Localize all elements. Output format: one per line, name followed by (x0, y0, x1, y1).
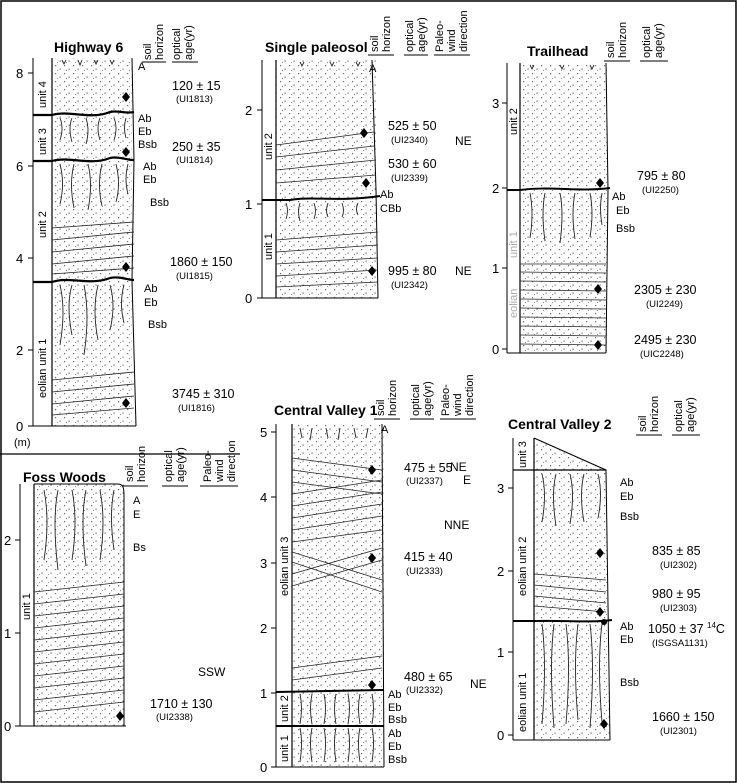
header-optical: optical (410, 384, 422, 416)
header-horizon: horizon (136, 445, 148, 482)
horizon-label: Ab (388, 728, 402, 740)
header-wind: wind (452, 393, 464, 416)
unit-label: unit 2 (37, 211, 49, 238)
age-value: 250 ± 35 (172, 140, 221, 154)
header-optical: optical (163, 450, 175, 482)
lab-id: (UI2333) (406, 566, 443, 577)
horizon-label: Bsb (620, 677, 639, 689)
lab-id: (UI2302) (660, 560, 697, 571)
tick-label: 0 (497, 728, 505, 743)
lab-id: (UIC2248) (640, 349, 684, 360)
horizon-label: Ab (144, 283, 158, 295)
lab-id: (UI2249) (646, 299, 683, 310)
wind-direction: NE (455, 264, 472, 278)
horizon-label: Eb (620, 491, 634, 503)
age-value: 1860 ± 150 (170, 255, 233, 269)
header-paleo: Paleo- (202, 450, 214, 482)
header-age: age(yr) (416, 17, 428, 52)
age-value: 980 ± 95 (652, 587, 701, 601)
horizon-label: A (133, 495, 141, 507)
header-horizon: horizon (387, 379, 399, 416)
horizon-label: Eb (388, 741, 402, 753)
lab-id: (ISGSA1131) (652, 638, 708, 649)
header-soil: soil (605, 41, 617, 58)
title-trailhead: Trailhead (527, 43, 589, 59)
horizon-label: Bsb (616, 223, 635, 235)
tick-label: 0 (492, 342, 500, 357)
unit-label: unit 1 (508, 231, 520, 258)
tick-label: 2 (497, 564, 505, 579)
age-value: 415 ± 40 (404, 550, 453, 564)
age-value: 525 ± 50 (388, 119, 437, 133)
tick-label: 2 (260, 621, 268, 636)
horizon-label: Ab (388, 689, 402, 701)
wind-direction: NE (450, 460, 467, 474)
horizon-label: Eb (620, 634, 634, 646)
tick-label: 2 (492, 181, 500, 196)
tick-label: 0 (4, 719, 12, 734)
unit-label: unit 1 (21, 593, 33, 620)
wind-direction: NNE (444, 518, 470, 532)
tick-label: 5 (260, 425, 268, 440)
header-highway6 (142, 24, 198, 62)
lab-id: (UI2303) (660, 603, 697, 614)
lab-id: (UI1813) (176, 94, 213, 105)
age-number: 1050 ± 37 (648, 622, 704, 636)
wind-direction: NE (455, 134, 472, 148)
header-foss (122, 440, 238, 486)
age-value: 835 ± 85 (652, 544, 701, 558)
header-optical: optical (673, 400, 685, 432)
header-soil: soil (637, 415, 649, 432)
horizon-label: Bsb (388, 754, 407, 766)
header-horizon: horizon (154, 23, 166, 60)
wind-direction: NE (470, 677, 487, 691)
lab-id: (UI2338) (156, 712, 193, 723)
lab-id: (UI2332) (406, 685, 443, 696)
lab-id: (UI1815) (176, 271, 213, 282)
horizon-label: Bsb (388, 714, 407, 726)
tick-label: 2 (245, 103, 253, 118)
horizon-label: Ab (620, 477, 634, 489)
title-highway6: Highway 6 (54, 39, 124, 55)
tick-label: 8 (16, 66, 24, 81)
header-direction: direction (458, 10, 470, 52)
header-soil: soil (375, 399, 387, 416)
horizon-label: Bsb (620, 511, 639, 523)
unit-label: eolian unit 3 (279, 536, 291, 596)
horizon-label: Eb (138, 126, 152, 138)
header-direction: direction (464, 374, 476, 416)
tick-label: 1 (497, 645, 505, 660)
unit-label: unit 1 (279, 735, 291, 762)
age-value: 530 ± 60 (388, 157, 437, 171)
header-soil: soil (369, 35, 381, 52)
horizon-label: Ab (620, 621, 634, 633)
header-optical: optical (171, 28, 183, 60)
lab-id: (UI2250) (642, 185, 679, 196)
horizon-label: Eb (144, 297, 158, 309)
header-age: age(yr) (685, 397, 697, 432)
unit-label: unit 3 (517, 441, 529, 468)
horizon-label: Ab (138, 113, 152, 125)
header-age: age(yr) (183, 25, 195, 60)
horizon-label: A (381, 424, 389, 436)
lab-id: (UI2340) (391, 135, 428, 146)
header-single (368, 10, 470, 55)
header-trailhead (604, 22, 668, 61)
lab-id: (UI2337) (406, 476, 443, 487)
header-horizon: horizon (381, 15, 393, 52)
header-paleo: Paleo- (440, 384, 452, 416)
age-value: 995 ± 80 (388, 264, 437, 278)
lab-id: (UI2342) (391, 280, 428, 291)
tick-label: 6 (16, 159, 24, 174)
header-age: age(yr) (653, 23, 665, 58)
tick-label: 4 (16, 251, 24, 266)
header-wind: wind (446, 29, 458, 52)
header-optical: optical (641, 26, 653, 58)
unit-label: eolian unit 2 (517, 536, 529, 596)
unit-label: unit 3 (37, 128, 49, 155)
section-single-paleosol (257, 60, 380, 298)
tick-label: 3 (492, 96, 500, 111)
horizon-label: A (138, 61, 146, 73)
header-cv2 (636, 396, 700, 435)
isotope-suffix: C (715, 622, 725, 636)
age-value: 480 ± 65 (404, 670, 453, 684)
age-value: 2305 ± 230 (634, 283, 697, 297)
horizon-label: A (369, 63, 377, 75)
tick-label: 2 (16, 343, 24, 358)
header-age: age(yr) (422, 381, 434, 416)
unit-label: unit 2 (279, 695, 291, 722)
header-direction: direction (226, 440, 238, 482)
horizon-label: Ab (380, 189, 394, 201)
title-single-paleosol: Single paleosol (265, 39, 368, 55)
header-soil: soil (124, 465, 136, 482)
age-value: 1710 ± 130 (150, 697, 213, 711)
horizon-label: Bsb (150, 197, 169, 209)
age-value: 120 ± 15 (172, 79, 221, 93)
unit-label: unit 2 (263, 133, 275, 160)
horizon-label: Bs (133, 542, 146, 554)
unit-label: unit 4 (37, 81, 49, 108)
tick-label: 3 (260, 556, 268, 571)
tick-label: 0 (260, 760, 268, 775)
header-age: age(yr) (175, 447, 187, 482)
horizon-label: Eb (616, 205, 630, 217)
horizon-label: Bsb (138, 139, 157, 151)
header-cv1 (374, 374, 476, 419)
horizon-label: Bsb (148, 319, 167, 331)
unit-label: eolian (508, 288, 520, 318)
tick-label: 1 (492, 261, 500, 276)
tick-label: 2 (4, 533, 12, 548)
header-horizon: horizon (617, 21, 629, 58)
header-wind: wind (214, 459, 226, 482)
isotope-superscript: 14 (707, 621, 716, 630)
header-soil: soil (142, 43, 154, 60)
age-value: 475 ± 55 (404, 461, 453, 475)
tick-label: 0 (245, 291, 253, 306)
horizon-label: E (133, 509, 141, 521)
header-optical: optical (404, 20, 416, 52)
tick-label: 4 (260, 490, 268, 505)
horizon-label: CBb (380, 203, 402, 215)
horizon-label: Eb (388, 702, 402, 714)
tick-label: 1 (245, 197, 253, 212)
age-value (648, 621, 725, 636)
header-horizon: horizon (649, 395, 661, 432)
horizon-label: Ab (143, 161, 157, 173)
age-value: 1660 ± 150 (652, 710, 715, 724)
unit-label: unit 1 (263, 233, 275, 260)
age-value: 2495 ± 230 (634, 333, 697, 347)
wind-direction: E (463, 473, 472, 487)
tick-label: 1 (4, 626, 12, 641)
y-unit-label: (m) (14, 437, 31, 449)
horizon-label: Ab (612, 191, 626, 203)
header-paleo: Paleo- (434, 20, 446, 52)
lab-id: (UI2301) (660, 726, 697, 737)
tick-label: 1 (260, 686, 268, 701)
tick-label: 0 (16, 419, 24, 434)
horizon-label: Eb (143, 174, 157, 186)
lab-id: (UI2339) (391, 173, 428, 184)
age-value: 795 ± 80 (637, 169, 686, 183)
unit-label: eolian unit 1 (37, 338, 49, 398)
lab-id: (UI1816) (178, 403, 215, 414)
wind-direction: SSW (198, 665, 226, 679)
unit-label: eolian unit 1 (517, 672, 529, 732)
unit-label: unit 2 (508, 108, 520, 135)
tick-label: 3 (497, 481, 505, 496)
age-value: 3745 ± 310 (172, 387, 235, 401)
title-foss-woods: Foss Woods (23, 469, 106, 485)
title-central-valley-1: Central Valley 1 (274, 402, 378, 418)
title-central-valley-2: Central Valley 2 (508, 416, 612, 432)
lab-id: (UI1814) (176, 155, 213, 166)
